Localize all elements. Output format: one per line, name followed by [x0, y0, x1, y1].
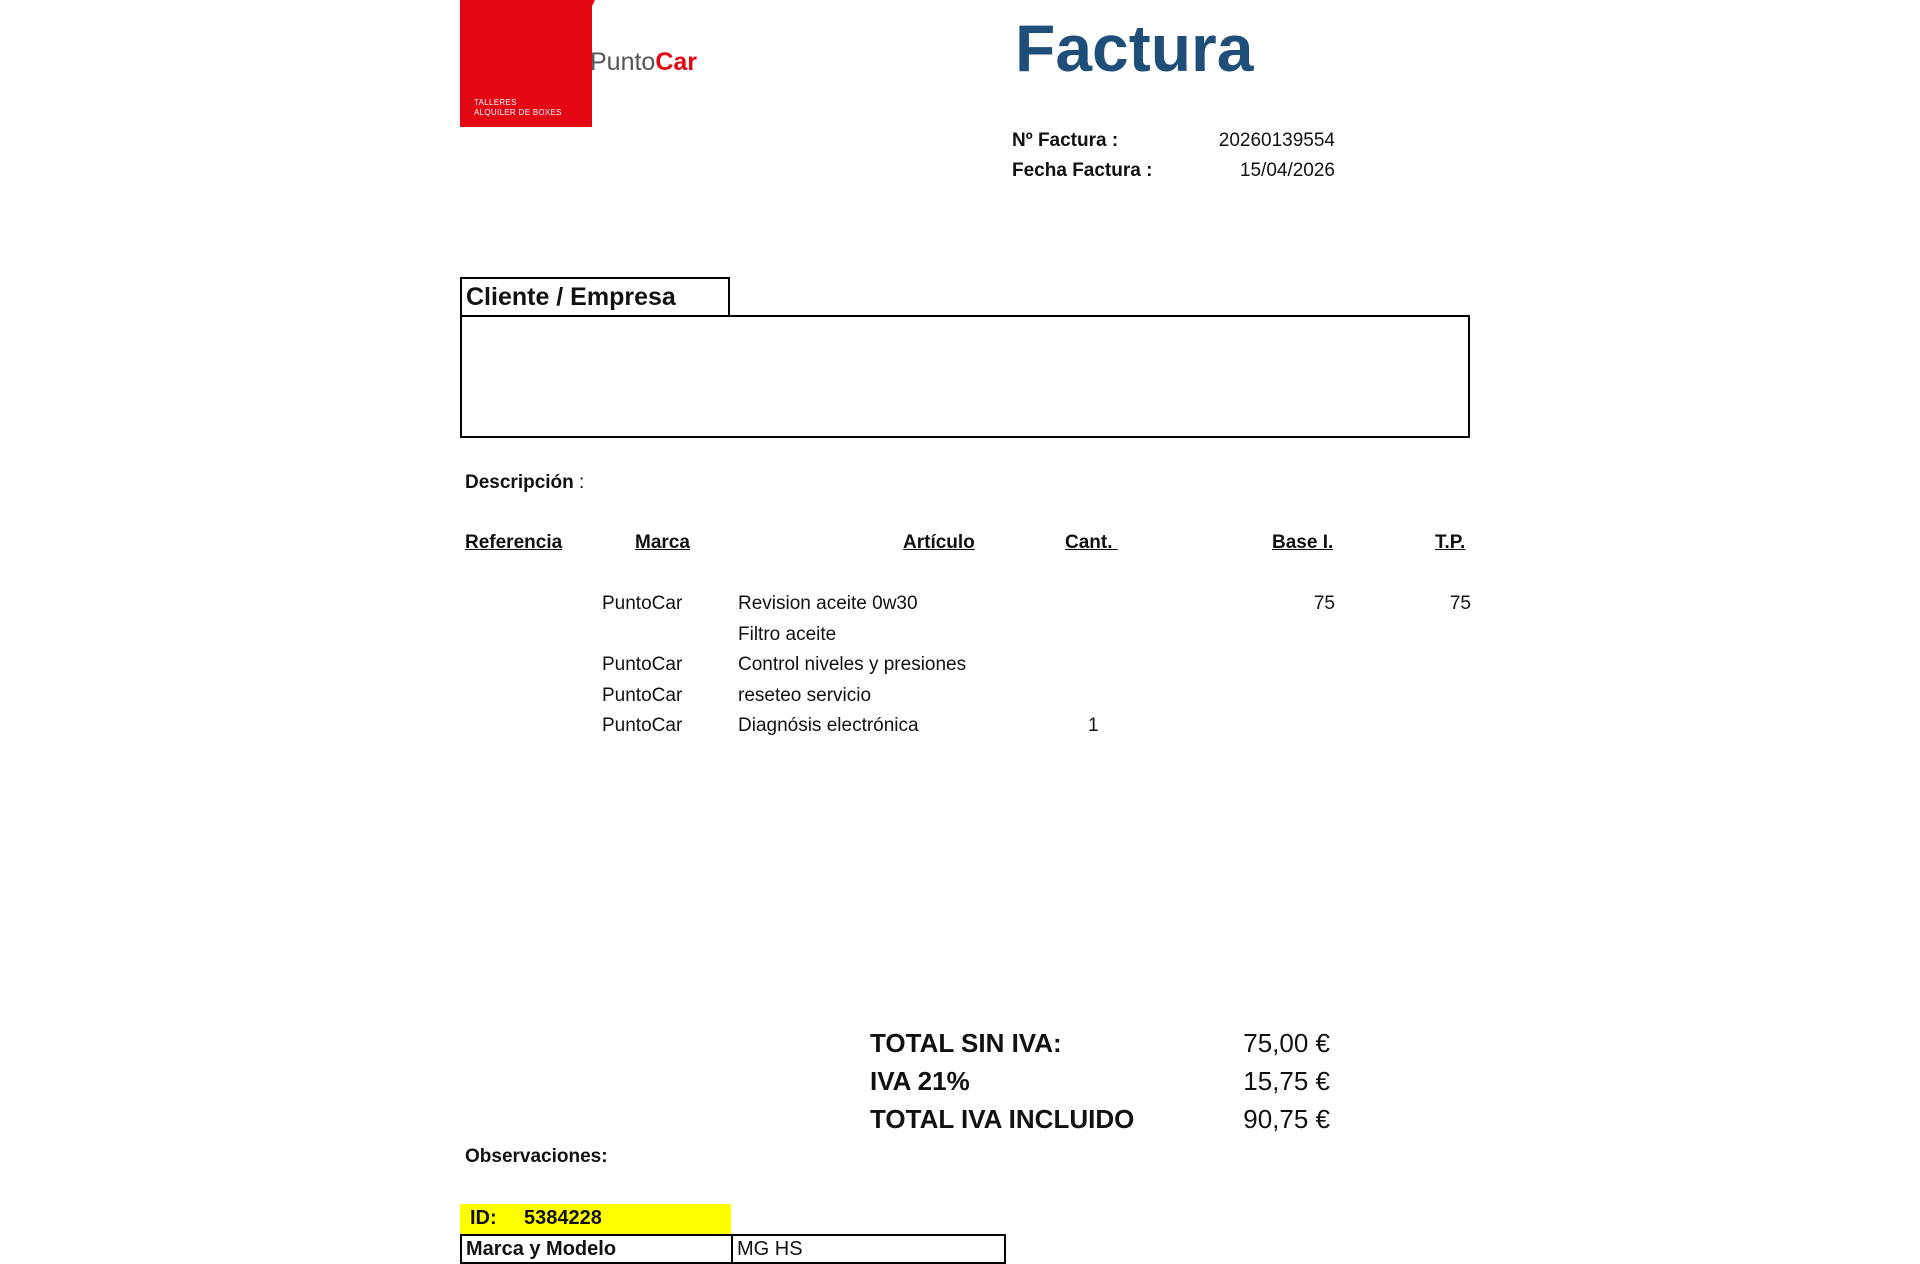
row-marca: PuntoCar	[602, 715, 683, 736]
observaciones-label: Observaciones:	[465, 1146, 608, 1167]
vehicle-id-label: ID:	[470, 1207, 497, 1229]
total-sin-iva-label: TOTAL SIN IVA:	[870, 1028, 1062, 1058]
client-title: Cliente / Empresa	[466, 283, 676, 311]
row-articulo: reseteo servicio	[738, 685, 872, 706]
vehicle-model-value: MG HS	[737, 1238, 803, 1260]
iva-label: IVA 21%	[870, 1066, 970, 1096]
client-tab	[460, 277, 730, 315]
logo-subtitle	[474, 98, 562, 118]
row-marca: PuntoCar	[602, 654, 683, 675]
iva-amount: 15,75 €	[1243, 1066, 1330, 1096]
row-marca: PuntoCar	[602, 685, 683, 706]
vehicle-id-value: 5384228	[524, 1207, 602, 1229]
header-tp: T.P.	[1435, 532, 1466, 553]
row-marca: PuntoCar	[602, 593, 683, 614]
header-marca: Marca	[635, 532, 690, 553]
document-title: Factura	[1015, 11, 1254, 85]
row-articulo: Revision aceite 0w30	[738, 593, 918, 614]
header-referencia: Referencia	[465, 532, 563, 553]
header-articulo: Artículo	[903, 532, 975, 553]
logo-brand-second: Car	[655, 48, 698, 76]
row-tp: 75	[1449, 593, 1471, 614]
total-sin-iva: 75,00 €	[1243, 1028, 1330, 1058]
vehicle-model-label: Marca y Modelo	[466, 1238, 617, 1260]
header-base: Base I.	[1272, 532, 1334, 553]
row-articulo: Diagnósis electrónica	[738, 715, 919, 736]
header-cant: Cant.	[1065, 532, 1118, 553]
description-label	[465, 472, 584, 494]
logo-sub-line2: ALQUILER DE BOXES	[474, 108, 562, 117]
client-box	[460, 315, 1470, 438]
logo-brand-first: Punto	[590, 48, 656, 76]
row-cant: 1	[1088, 715, 1099, 736]
row-articulo: Control niveles y presiones	[738, 654, 967, 675]
total-iva-incluido: 90,75 €	[1243, 1104, 1330, 1134]
row-base: 75	[1313, 593, 1335, 614]
logo-sub-line1: TALLERES	[474, 98, 517, 107]
description-colon: :	[573, 472, 585, 493]
invoice-date: 15/04/2026	[1239, 160, 1335, 181]
total-iva-incluido-label: TOTAL IVA INCLUIDO	[870, 1104, 1135, 1134]
row-articulo: Filtro aceite	[738, 624, 837, 645]
description-label-text: Descripción	[465, 472, 574, 493]
invoice-date-label: Fecha Factura :	[1012, 160, 1153, 181]
vehicle-id-box	[460, 1204, 731, 1234]
invoice-number: 20260139554	[1218, 130, 1335, 151]
logo-brand	[590, 48, 697, 77]
invoice-number-label: Nº Factura :	[1012, 130, 1119, 151]
